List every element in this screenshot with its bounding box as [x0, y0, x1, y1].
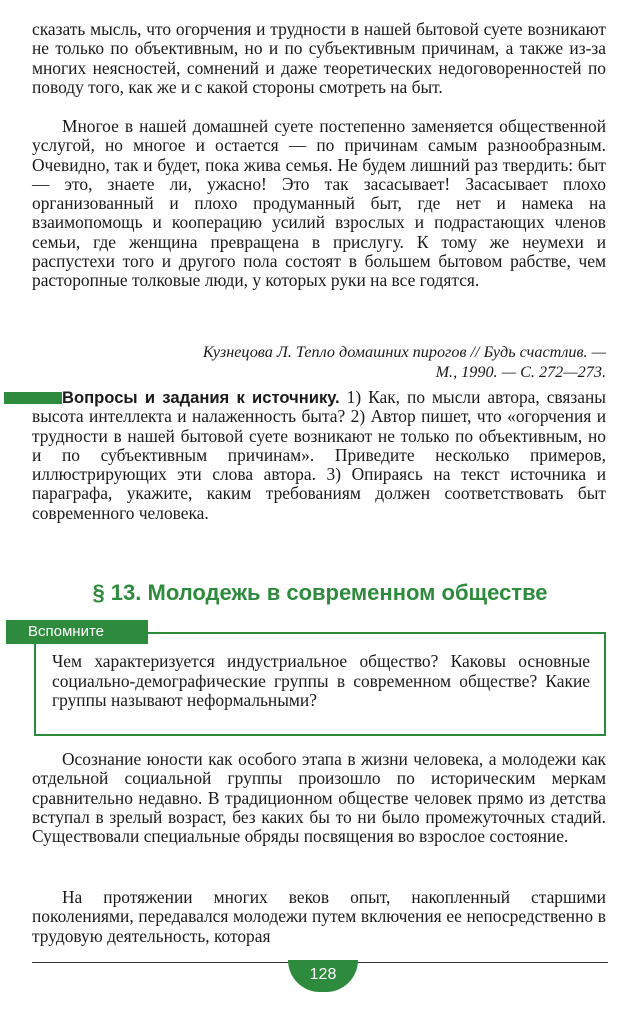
citation-line-2: М., 1990. — С. 272—273.	[435, 362, 606, 381]
section-title: § 13. Молодежь в современном обществе	[92, 580, 548, 605]
body-paragraph-2: На протяжении многих веков опыт, накопленный старшими поколениями, передавался молодежи путем включения ее непосредственно в трудовую деятельность, которая	[32, 887, 606, 946]
source-citation	[60, 343, 606, 382]
domestic-bustle-paragraph: Многое в нашей домашней суете постепенно заменяется общественной услугой, но многое и остается — по причинам самым разнообразным. Очевидно, так и будет, пока жива семья. Не будем лишний раз твердить: быт — это, знаете ли, ужасно! Это так засасывает! Засасывает плохо организованный и плохо продуманный быт, где нет и намека на взаимопомощь и кооперацию усилий взрослых и подрастающих членов семьи, где женщина превращена в прислугу. К тому же неумехи и распустехи того и другого пола состоят в большем бытовом рабстве, чем расторопные толковые люди, у которых руки на все годятся.	[32, 116, 606, 291]
body-paragraph-1: Осознание юности как особого этапа в жизни человека, а молодежи как отдельной социальной группы произошло по историческим меркам сравнительно недавно. В традиционном обществе человек прямо из детства вступал в зрелый возраст, без каких бы то ни было промежуточных стадий. Существовали специальные обряды посвящения во взрослое состояние.	[32, 749, 606, 847]
recall-label: Вспомните	[6, 620, 148, 644]
citation-line-1: Кузнецова Л. Тепло домашних пирогов // Будь счастлив. —	[202, 343, 606, 361]
recall-text: Чем характеризуется индустриальное общество? Каковы основные социально-демографические группы в современном обществе? Какие группы называют неформальными?	[52, 651, 590, 710]
intro-continuation-paragraph: сказать мысль, что огорчения и трудности в нашей бытовой суете возникают не только по объективным, но и по субъективным причинам, а также из-за многих неясностей, сомнений и даже теоретических недоговоренностей по поводу того, как же и с какой стороны смотреть на быт.	[32, 19, 606, 97]
questions-heading: Вопросы и задания к источнику.	[62, 388, 340, 407]
source-questions-block	[32, 388, 606, 523]
questions-body: 1) Как, по мысли автора, связаны высота интеллекта и налаженность быта? 2) Автор пишет, что «огорчения и трудности в нашей бытовой суете возникают не только по объективным, но и по субъективным причинам». Приведите несколько примеров, иллюстрирующих эти слова автора. 3) Опираясь на текст источника и параграфа, укажите, каким требованиям должен соответствовать быт современного человека.	[32, 387, 606, 523]
page-number-badge: 128	[288, 960, 358, 992]
